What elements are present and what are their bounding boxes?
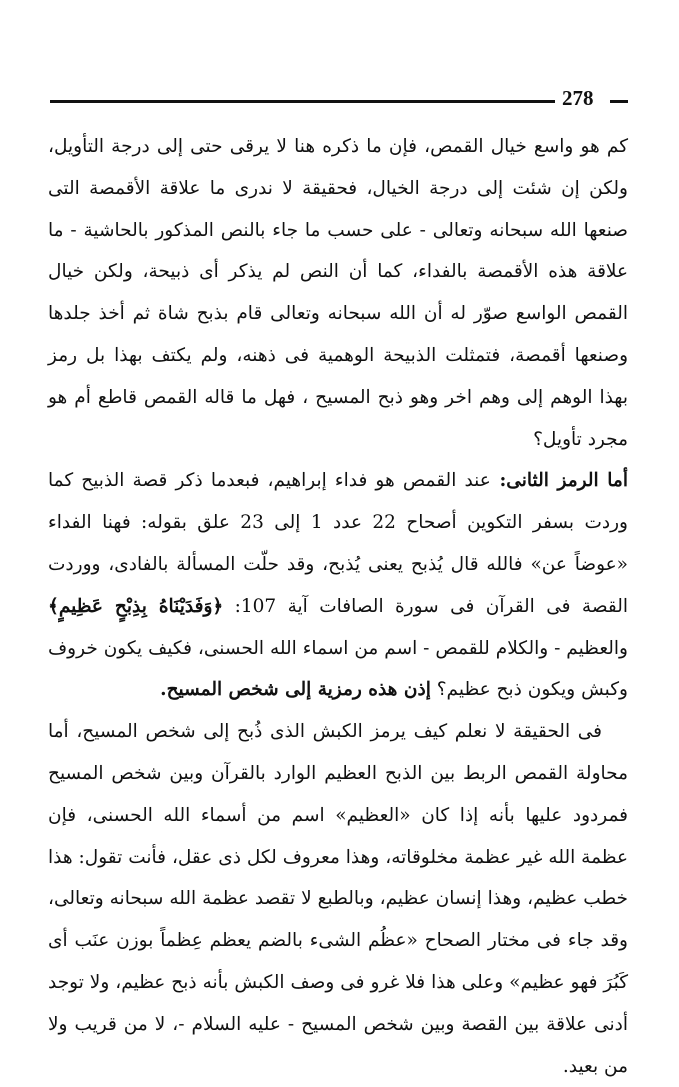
header-rule-short	[610, 100, 628, 103]
section-heading: أما الرمز الثانى:	[490, 470, 628, 492]
quran-verse: ﴿وَفَدَيْنَاهُ بِذِبْحٍ عَظِيمٍ﴾	[48, 595, 224, 617]
paragraph	[48, 711, 628, 1087]
text-run: والعظيم - والكلام للقمص - اسم من اسماء الله الحسنى، فكيف يكون خروف وكبش ويكون ذبح عظيم؟	[48, 637, 628, 701]
header-rule	[50, 100, 555, 103]
text-run: كم هو واسع خيال القمص، فإن ما ذكره هنا لا يرقى حتى إلى درجة التأويل، ولكن إن شئت إلى درجة الخيال، فحقيقة لا ندرى ما علاقة الأقمصة التى صنعها الله سبحانه وتعالى - على حسب ما جاء بالنص المذكور بالحاشية - ما علاقة هذه الأقمصة بالفداء، كما أن النص لم يذكر أى ذبيحة، ولكن خيال القمص الواسع صوّر له أن الله سبحانه وتعالى قام بذبح شاة ثم أخذ جلدها وصنعها أقمصة، فتمثلت الذبيحة الوهمية فى ذهنه، ولم يكتف بهذا بل رمز بهذا الوهم إلى وهم اخر وهو ذبح المسيح ، فهل ما قاله القمص قاطع أم هو مجرد تأويل؟	[48, 136, 628, 450]
bold-conclusion: إذن هذه رمزية إلى شخص المسيح.	[160, 679, 431, 701]
text-run: عند القمص هو فداء إبراهيم، فبعدما ذكر قصة الذبيح كما وردت بسفر التكوين أصحاح 22 عدد 1 إلى 23 علق بقوله: فهنا الفداء «عوضاً عن» فالله قال يُذبح يعنى يُذبح، وقد حلّت المسألة بالفادى، ووردت القصة فى القرآن فى سورة الصافات آية 107:	[48, 470, 628, 617]
text-run: فى الحقيقة لا نعلم كيف يرمز الكبش الذى ذُبح إلى شخص المسيح، أما محاولة القمص الربط بين الذبح العظيم الوارد بالقرآن وبين شخص المسيح فمردود عليها بأنه إذا كان «العظيم» اسم من أسماء الله الحسنى، فإن عظمة الله غير عظمة مخلوقاته، وهذا معروف لكل ذى عقل، فأنت تقول: هذا خطب عظيم، وهذا إنسان عظيم، وبالطبع لا تقصد عظمة الله سبحانه وتعالى، وقد جاء فى مختار الصحاح «عظُم الشىء بالضم يعظم عِظماً بوزن عنَب أى كَبُرَ فهو عظيم» وعلى هذا فلا غرو فى وصف الكبش بأنه ذبح عظيم، ولا توجد أدنى علاقة بين القصة وبين شخص المسيح - عليه السلام -، لا من قريب ولا من بعيد.	[48, 721, 628, 1077]
page-number: 278	[562, 86, 594, 110]
paragraph	[48, 460, 628, 711]
paragraph	[48, 126, 628, 460]
body-text	[48, 126, 628, 1087]
page-header	[50, 86, 628, 116]
